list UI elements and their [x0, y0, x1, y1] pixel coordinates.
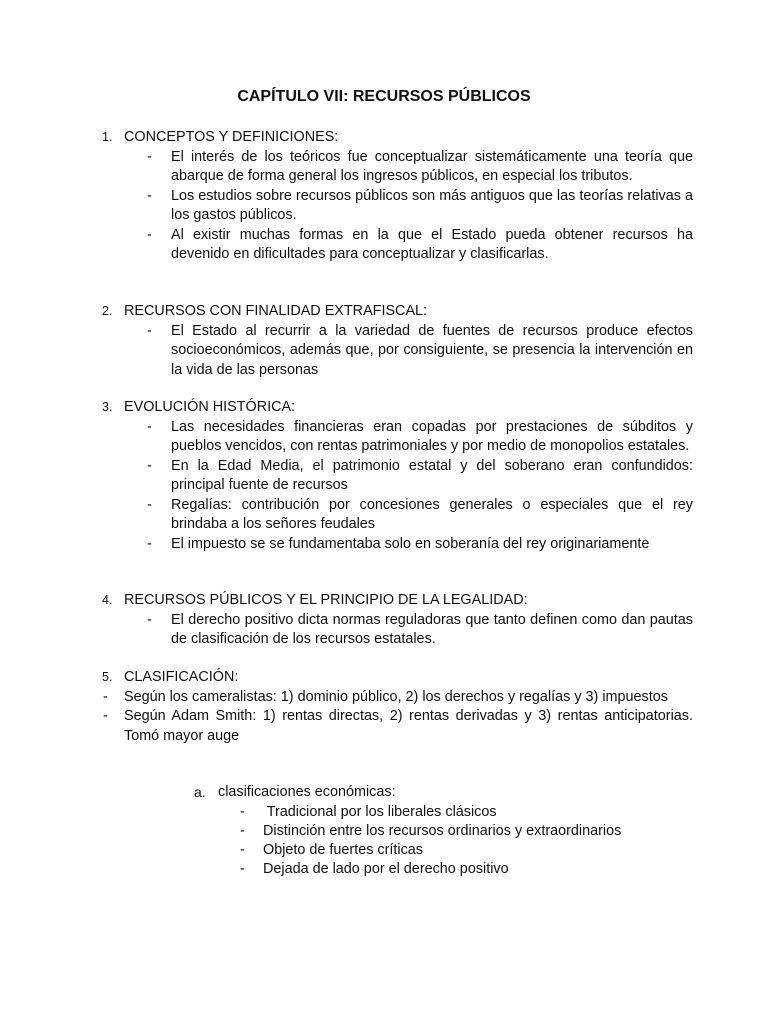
section-legalidad — [0, 591, 768, 650]
section-heading-text: CONCEPTOS Y DEFINICIONES: — [124, 129, 339, 145]
list-item — [147, 418, 693, 457]
list-item — [240, 841, 768, 860]
list-item — [240, 822, 768, 841]
dash-bullet: - — [147, 457, 152, 474]
list-item-text: El impuesto se se fundamentaba solo en soberanía del rey originariamente — [171, 535, 650, 552]
list-item-text: Los estudios sobre recursos públicos son más antiguos que las teorías relativas a los gastos públicos. — [171, 187, 693, 223]
section-conceptos — [0, 128, 768, 265]
list-item — [103, 707, 693, 746]
list-item-text: Objeto de fuertes críticas — [263, 841, 423, 858]
section-evolucion — [0, 398, 768, 554]
list-item — [147, 611, 693, 650]
section-number: 4. — [102, 593, 113, 607]
subsection-economicas — [0, 783, 768, 879]
list-item — [147, 226, 693, 265]
list-item-text: Distinción entre los recursos ordinarios y extraordinarios — [263, 822, 622, 839]
list-item-text: En la Edad Media, el patrimonio estatal y del soberano eran confundidos: principal fuente de recursos — [171, 457, 693, 493]
section-heading — [0, 668, 768, 688]
list-item-text: Tradicional por los liberales clásicos — [263, 803, 497, 820]
list-item-text: Las necesidades financieras eran copadas por prestaciones de súbditos y pueblos vencidos, con rentas patrimoniales y por medio de monopolios estatales. — [171, 418, 693, 454]
dash-bullet: - — [147, 187, 152, 204]
section-heading — [0, 591, 768, 611]
section-heading — [0, 398, 768, 418]
dash-bullet: - — [103, 688, 108, 705]
section-number: 3. — [102, 400, 113, 414]
section-number: 2. — [102, 304, 113, 318]
subsection-heading — [0, 783, 768, 803]
page-title: CAPÍTULO VII: RECURSOS PÚBLICOS — [237, 88, 531, 105]
section-clasificacion — [0, 668, 768, 746]
subsection-letter: a. — [194, 784, 206, 800]
dash-bullet: - — [147, 535, 152, 552]
list-item — [147, 535, 693, 555]
list-item-text: Regalías: contribución por concesiones generales o especiales que el rey brindaba a los señores feudales — [171, 496, 693, 532]
dash-bullet: - — [240, 860, 245, 877]
dash-bullet: - — [147, 496, 152, 513]
list-item-text: El derecho positivo dicta normas reguladoras que tanto definen como dan pautas de clasificación de los recursos estatales. — [171, 611, 693, 647]
dash-bullet: - — [147, 322, 152, 339]
section-heading-text: RECURSOS PÚBLICOS Y EL PRINCIPIO DE LA LEGALIDAD: — [124, 592, 528, 608]
subsection-heading-text: clasificaciones económicas: — [218, 784, 396, 800]
dash-bullet: - — [240, 803, 245, 820]
list-item — [240, 803, 768, 822]
list-item — [147, 457, 693, 496]
list-item — [147, 322, 693, 381]
list-item-text: Al existir muchas formas en la que el Estado pueda obtener recursos ha devenido en dificultades para conceptualizar y clasificarlas. — [171, 226, 693, 262]
dash-bullet: - — [147, 611, 152, 628]
list-item — [147, 148, 693, 187]
section-extrafiscal — [0, 302, 768, 380]
section-number: 1. — [102, 130, 113, 144]
dash-bullet: - — [240, 841, 245, 858]
list-item — [103, 688, 693, 708]
section-heading — [0, 302, 768, 322]
list-item — [240, 860, 768, 879]
section-heading-text: RECURSOS CON FINALIDAD EXTRAFISCAL: — [124, 303, 428, 319]
dash-bullet: - — [147, 226, 152, 243]
section-heading-text: EVOLUCIÓN HISTÓRICA: — [124, 399, 296, 415]
dash-bullet: - — [103, 708, 108, 724]
section-number: 5. — [102, 670, 113, 684]
dash-bullet: - — [147, 418, 152, 435]
list-item-text: El interés de los teóricos fue conceptualizar sistemáticamente una teoría que abarque de forma general los ingresos públicos, en especial los tributos. — [171, 148, 693, 184]
list-item-text: Dejada de lado por el derecho positivo — [263, 860, 509, 877]
list-item — [147, 496, 693, 535]
section-heading-text: CLASIFICACIÓN: — [124, 669, 239, 685]
list-item-text: El Estado al recurrir a la variedad de fuentes de recursos produce efectos socioeconómicos, además que, por consiguiente, se presencia la intervención en la vida de las personas — [171, 322, 693, 378]
list-item-text: Según Adam Smith: 1) rentas directas, 2) rentas derivadas y 3) rentas anticipatorias. Tomó mayor auge — [124, 708, 693, 744]
dash-bullet: - — [147, 148, 152, 165]
list-item-text: Según los cameralistas: 1) dominio público, 2) los derechos y regalías y 3) impuestos — [124, 688, 668, 705]
section-heading — [0, 128, 768, 148]
list-item — [147, 187, 693, 226]
dash-bullet: - — [240, 822, 245, 839]
